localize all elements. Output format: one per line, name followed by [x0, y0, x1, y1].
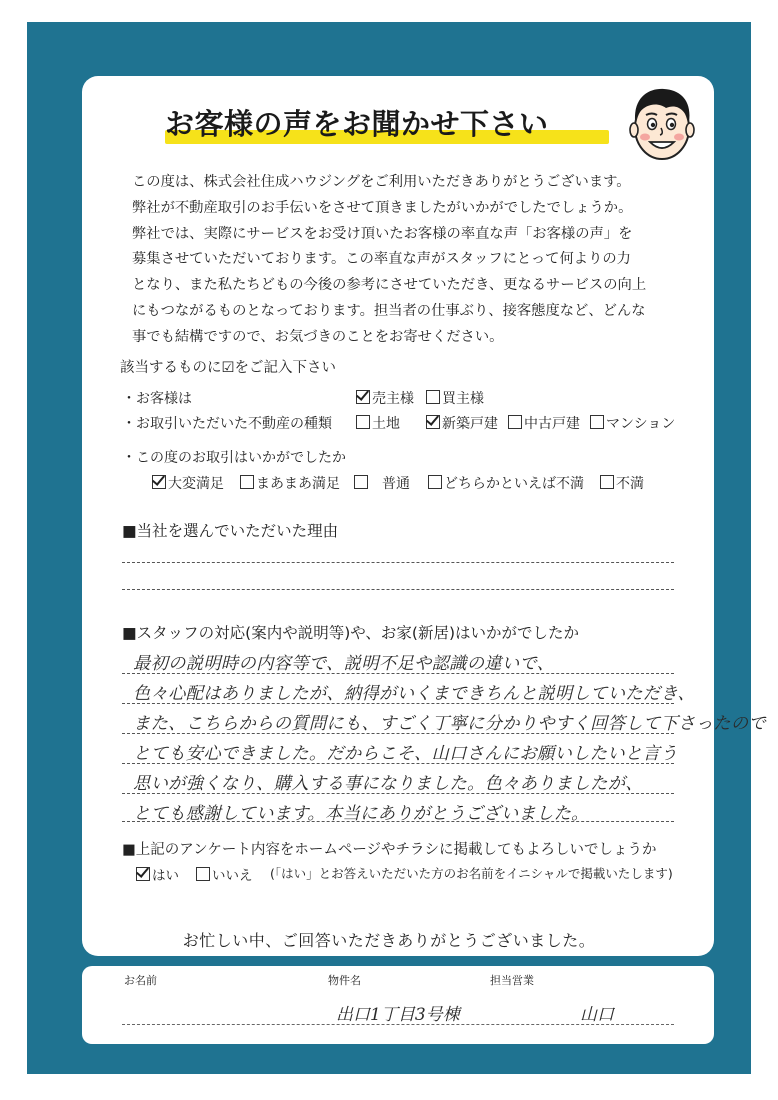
option-label: 不満: [616, 476, 644, 492]
consent-no[interactable]: [196, 864, 253, 884]
answer-line: [122, 703, 674, 704]
intro-line: 弊社が不動産取引のお手伝いをさせて頂きましたがいかがでしたでしょうか。: [132, 199, 633, 216]
title-block: [165, 102, 615, 148]
checkbox-mansion[interactable]: [590, 415, 604, 429]
option-new-house[interactable]: [426, 413, 498, 433]
option-mansion[interactable]: [590, 413, 675, 433]
option-used-house[interactable]: [508, 413, 580, 433]
checkbox-very-satisfied[interactable]: [152, 475, 166, 489]
option-label: どちらかといえば不満: [444, 476, 584, 492]
option-label: 新築戸建: [442, 416, 498, 432]
closing-message: お忙しい中、ご回答いただきありがとうございました。: [182, 931, 596, 950]
reason-heading: ■当社を選んでいただいた理由: [122, 522, 339, 540]
checkbox-no[interactable]: [196, 867, 210, 881]
mascot-face-icon: [626, 82, 698, 164]
option-fairly-satisfied[interactable]: [240, 473, 340, 493]
handwritten-line: 色々心配はありましたが、納得がいくまできちんと説明していただき、: [133, 684, 695, 704]
intro-line: 募集させていただいております。この率直な声がスタッフにとって何よりの力: [132, 251, 631, 268]
consent-yes[interactable]: [136, 864, 179, 884]
consent-note: (「はい」とお答えいただいた方のお名前をイニシャルで掲載いたします): [270, 866, 673, 881]
answer-line: [122, 562, 674, 563]
footer-line: [122, 1024, 674, 1025]
instruction-heading: 該当するものに☑をご記入下さい: [120, 360, 336, 376]
checkbox-yes[interactable]: [136, 867, 150, 881]
option-somewhat-dissatisfied[interactable]: [428, 473, 584, 493]
page-title: お客様の声をお聞かせ下さい: [165, 107, 549, 141]
answer-line: [122, 673, 674, 674]
option-buyer[interactable]: [426, 388, 484, 408]
option-label: 普通: [382, 476, 410, 492]
handwritten-line: 思いが強くなり、購入する事になりました。色々ありましたが、: [133, 774, 643, 794]
checkbox-new-house[interactable]: [426, 415, 440, 429]
handwritten-line: とても安心できました。だからこそ、山口さんにお願いしたいと言う: [133, 744, 678, 764]
checkbox-land[interactable]: [356, 415, 370, 429]
option-seller[interactable]: [356, 388, 414, 408]
consent-yes-label: はい: [152, 868, 179, 884]
property-name-value: 出口1丁目3号棟: [336, 1005, 460, 1025]
intro-text: [132, 170, 692, 351]
option-land[interactable]: [356, 413, 400, 433]
checkbox-neutral[interactable]: [354, 475, 368, 489]
intro-line: 事でも結構ですので、お気づきのことをお寄せください。: [132, 328, 504, 345]
option-label: 土地: [372, 416, 400, 432]
consent-no-label: いいえ: [212, 868, 253, 884]
property-name-label: 物件名: [328, 974, 361, 987]
checkbox-somewhat-dissatisfied[interactable]: [428, 475, 442, 489]
checkbox-buyer[interactable]: [426, 390, 440, 404]
handwritten-line: また、こちらからの質問にも、すごく丁寧に分かりやすく回答して下さったので: [133, 714, 766, 734]
option-neutral[interactable]: [354, 473, 410, 493]
satisfaction-label: ・この度のお取引はいかがでしたか: [122, 450, 346, 466]
option-dissatisfied[interactable]: [600, 473, 644, 493]
property-label: ・お取引いただいた不動産の種類: [122, 416, 332, 432]
answer-line: [122, 821, 674, 822]
answer-line: [122, 793, 674, 794]
intro-line: この度は、株式会社住成ハウジングをご利用いただきありがとうございます。: [132, 174, 631, 190]
customer-label: ・お客様は: [122, 391, 192, 407]
handwritten-line: 最初の説明時の内容等で、説明不足や認識の違いで、: [133, 654, 555, 674]
intro-line: となり、また私たちどもの今後の参考にさせていただき、更なるサービスの向上: [132, 277, 647, 294]
option-label: 買主様: [442, 391, 484, 407]
answer-line: [122, 589, 674, 590]
staff-label: 担当営業: [490, 974, 534, 987]
checkbox-dissatisfied[interactable]: [600, 475, 614, 489]
handwritten-line: とても感謝しています。本当にありがとうございました。: [133, 804, 589, 824]
intro-line: 弊社では、実際にサービスをお受け頂いたお客様の率直な声「お客様の声」を: [132, 225, 633, 242]
checkbox-fairly-satisfied[interactable]: [240, 475, 254, 489]
staff-heading: ■スタッフの対応(案内や説明等)や、お家(新居)はいかがでしたか: [122, 624, 580, 642]
staff-name-value: 山口: [580, 1005, 614, 1025]
name-label: お名前: [124, 974, 157, 987]
option-label: マンション: [606, 416, 676, 432]
answer-line: [122, 763, 674, 764]
option-label: 中古戸建: [524, 416, 580, 432]
consent-heading: ■上記のアンケート内容をホームページやチラシに掲載してもよろしいでしょうか: [122, 842, 657, 858]
option-very-satisfied[interactable]: [152, 473, 224, 493]
option-label: 大変満足: [168, 476, 224, 492]
option-label: まあまあ満足: [256, 476, 340, 492]
answer-line: [122, 733, 674, 734]
checkbox-seller[interactable]: [356, 390, 370, 404]
intro-line: にもつながるものとなっております。担当者の仕事ぶり、接客態度など、どんな: [132, 302, 646, 319]
checkbox-used-house[interactable]: [508, 415, 522, 429]
option-label: 売主様: [372, 391, 414, 407]
